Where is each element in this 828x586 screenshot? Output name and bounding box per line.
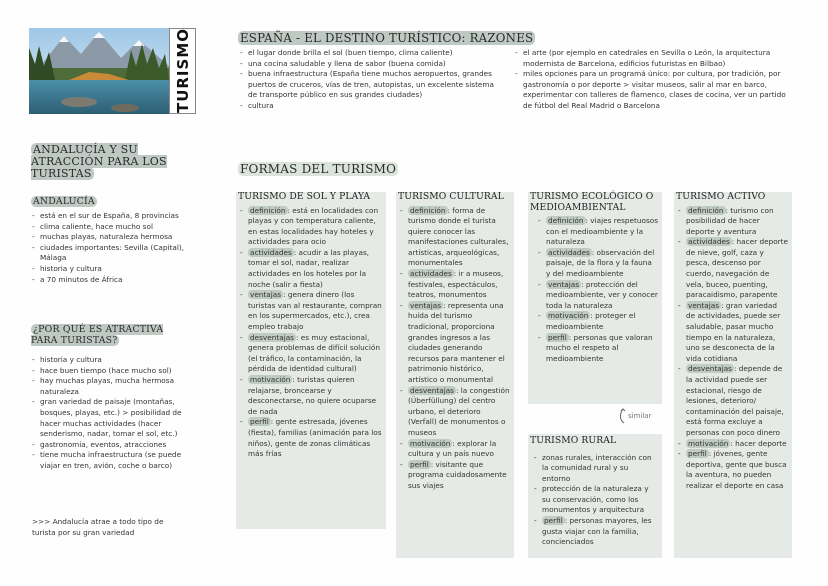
list-item: - desventajas : la congestión (Überfüllung) del centro urbano, el deterioro (Verfall) de monumentos o museos	[400, 386, 510, 439]
list-item: - clima caliente, hace mucho sol	[32, 222, 192, 233]
item-text: protección del medioambiente, ver y conocer toda la naturaleza	[546, 279, 658, 310]
andalucia-subtitle: ANDALUCÍA	[33, 196, 95, 207]
label-ventajas: ventajas	[548, 279, 580, 289]
list-item: - hace buen tiempo (hace mucho sol)	[32, 366, 192, 377]
list-item: - actividades : ir a museos, festivales, espectáculos, teatros, monumentos	[400, 269, 510, 301]
item-text: genera dinero (los turistas van al restaurante, compran en los supermercados, etc.), crea empleo trabajo	[248, 290, 382, 332]
item-text: personas que valoran mucho el respeto al medioambiente	[546, 332, 653, 363]
list-item: - definición : forma de turismo donde el turista quiere conocer las manifestaciones culturales, artísticas, arqueológicas, monumentales	[400, 206, 510, 270]
list-item: - perfil : gente estresada, jóvenes (fiesta), familias (animación para los niños), gente de zonas climáticas más frías	[240, 417, 382, 459]
label-ventajas: ventajas	[250, 290, 282, 300]
item-text: hacer deporte de nieve, golf, caza y pesca, descenso por cuerdo, navegación de vela, buceo, puenting, paracaidismo, parapente	[686, 237, 789, 300]
list-item: - ventajas : gran variedad de actividades, puede ser saludable, pasar mucho tiempo en la naturaleza, uno se desconecta de la vida cotidiana	[678, 301, 788, 365]
why-title: ¿POR QUÉ ES ATRACTIVA PARA TURISTAS?	[31, 324, 164, 346]
list-item: - muchas playas, naturaleza hermosa	[32, 232, 192, 243]
list-item: - actividades : hacer deporte de nieve, golf, caza y pesca, descenso por cuerdo, navegación de vela, buceo, puenting, paracaidismo, parapente	[678, 237, 788, 301]
list-item: - definición : está en localidades con playas y con temperatura caliente, en estas localidades hay hoteles y actividades para ocio	[240, 206, 382, 248]
main-title: ESPAÑA - EL DESTINO TURÍSTICO: RAZONES	[240, 31, 534, 45]
list-item: - el lugar donde brilla el sol (buen tiempo, clima caliente)	[240, 48, 502, 59]
list-item: - desventajas : depende de la actividad puede ser estacional, riesgo de lesiones, deterioro/ contaminación del paisaje, está forma excluye a personas con poco dinero	[678, 364, 788, 438]
label-perfil: perfil	[544, 516, 563, 526]
list-item: - definición : viajes respetuosos con el medioambiente y la naturaleza	[538, 216, 658, 248]
formas-title: FORMAS DEL TURISMO	[240, 162, 397, 176]
list-item: - una cocina saludable y llena de sabor (buena comida)	[240, 59, 502, 70]
list-item: - actividades : acudir a las playas, tomar el sol, nadar, realizar actividades en los hoteles por la noche (salir a fiesta)	[240, 248, 382, 290]
list-item: - a 70 minutos de África	[32, 275, 192, 286]
label-motivacion: motivación	[548, 311, 589, 321]
list-item: - ventajas : representa una huída del turismo tradicional, proporciona grandes ingresos a las ciudades generando recursos para mantener el patrimonio histórico, artístico o monumental	[400, 301, 510, 386]
label-actividades: actividades	[250, 247, 292, 257]
list-item: - ventajas : genera dinero (los turistas van al restaurante, compran en los supermercados, etc.), crea empleo trabajo	[240, 290, 382, 332]
label-definicion: definición	[410, 205, 446, 215]
card-ecologico	[528, 192, 662, 404]
list-item: - historia y cultura	[32, 355, 192, 366]
list-item: - gastronomía, eventos, atracciones	[32, 440, 192, 451]
label-perfil: perfil	[250, 417, 269, 427]
list-item: - perfil : personas mayores, les gusta viajar con la familia, concienciados	[534, 516, 658, 548]
list-item: - historia y cultura	[32, 264, 192, 275]
item-text: está en localidades con playas y con temperatura caliente, en estas localidades hay hoteles y actividades para ocio	[248, 205, 379, 247]
item-text: forma de turismo donde el turista quiere conocer las manifestaciones culturales, artísticas, arqueológicas, monumentales	[408, 205, 509, 268]
list-item: - cultura	[240, 101, 502, 112]
label-definicion: definición	[250, 205, 286, 215]
label-definicion: definición	[688, 205, 724, 215]
item-text: turismo con posibilidad de hacer deporte y aventura	[686, 205, 774, 236]
card-title: TURISMO RURAL	[530, 435, 617, 446]
list-item: - motivación : hacer deporte	[678, 439, 788, 450]
similar-label: similar	[628, 412, 652, 420]
label-desventajas: desventajas	[688, 364, 732, 374]
item-text: observación del paisaje, de la flora y la fauna y del medioambiente	[546, 247, 655, 278]
andalucia-title: ANDALUCÍA Y SU ATRACCIÓN PARA LOS TURISTAS	[31, 143, 167, 180]
list-item: - tiene mucha infraestructura (se puede viajar en tren, avión, coche o barco)	[32, 450, 192, 471]
item-text: ir a museos, festivales, espectáculos, teatros, monumentos	[408, 269, 504, 300]
item-text: personas mayores, les gusta viajar con la familia, concienciados	[542, 516, 652, 547]
similar-note	[618, 408, 651, 424]
card-activo	[674, 192, 792, 558]
card-title: TURISMO CULTURAL	[398, 191, 504, 202]
label-ventajas: ventajas	[410, 300, 442, 310]
list-item: - buena infraestructura (España tiene muchos aeropuertos, grandes puertos de cruceros, vías de tren, autopistas, un excelente sistema de transporte público en sus grandes ciudades)	[240, 69, 502, 101]
item-text: acudir a las playas, tomar el sol, nadar, realizar actividades en los hoteles por la noche (salir a fiesta)	[248, 247, 370, 289]
label-definicion: definición	[548, 216, 584, 225]
curved-arrow-icon	[618, 408, 628, 424]
item-text: proteger el medioambiente	[546, 311, 636, 331]
why-list	[32, 355, 192, 472]
item-text: explorar la cultura y un país nuevo	[408, 438, 497, 459]
item-text: gente estresada, jóvenes (fiesta), familias (animación para los niños), gente de zonas climáticas más frías	[248, 417, 382, 459]
label-desventajas: desventajas	[410, 385, 454, 395]
turismo-label-box	[169, 28, 196, 114]
item-text: turistas quieren relajarse, broncearse y desconectarse, no quiere ocuparse de nada	[248, 375, 377, 416]
item-text: la congestión (Überfüllung) del centro urbano, el deterioro (Verfall) de monumentos o museos	[408, 385, 510, 437]
card-sol-playa	[236, 192, 386, 529]
list-item: - zonas rurales, interacción con la comunidad rural y su entorno	[534, 453, 658, 485]
item-text: visitante que programa cuidadosamente sus viajes	[408, 459, 507, 490]
list-item: - motivación : explorar la cultura y un país nuevo	[400, 439, 510, 460]
item-text: depende de la actividad puede ser estacional, riesgo de lesiones, deterioro/ contaminación del paisaje, está forma excluye a personas con poco dinero	[686, 364, 784, 437]
label-perfil: perfil	[688, 449, 707, 459]
label-motivacion: motivación	[250, 375, 291, 384]
reasons-right-list	[515, 48, 795, 112]
label-perfil: perfil	[548, 332, 567, 342]
list-item: - ventajas : protección del medioambiente, ver y conocer toda la naturaleza	[538, 280, 658, 312]
item-text: hacer deporte	[735, 438, 787, 448]
label-desventajas: desventajas	[250, 332, 294, 342]
card-title: TURISMO ECOLÓGICO O MEDIOAMBIENTAL	[530, 191, 654, 213]
label-perfil: perfil	[410, 459, 429, 469]
label-actividades: actividades	[688, 237, 730, 247]
list-item: - el arte (por ejemplo en catedrales en Sevilla o León, la arquitectura modernista de Barcelona, edificios futuristas en Bilbao)	[515, 48, 795, 69]
list-item: - perfil : personas que valoran mucho el respeto al medioambiente	[538, 333, 658, 365]
andalucia-facts-list	[32, 211, 192, 285]
item-text: gran variedad de actividades, puede ser saludable, pasar mucho tiempo en la naturaleza, uno se desconecta de la vida cotidiana	[686, 300, 781, 363]
item-text: jóvenes, gente deportiva, gente que busca la aventura, no pueden realizar el deporte en casa	[686, 449, 787, 490]
list-item: - ciudades importantes: Sevilla (Capital), Málaga	[32, 243, 192, 264]
label-actividades: actividades	[410, 269, 452, 279]
conclusion: >>> Andalucía atrae a todo tipo de turista por su gran variedad	[32, 517, 164, 537]
list-item: - protección de la naturaleza y su conservación, como los monumentos y arquitectura	[534, 484, 658, 516]
list-item: - hay muchas playas, mucha hermosa naturaleza	[32, 376, 192, 397]
list-item: - definición : turismo con posibilidad de hacer deporte y aventura	[678, 206, 788, 238]
list-item: - motivación : turistas quieren relajarse, broncearse y desconectarse, no quiere ocuparse de nada	[240, 375, 382, 417]
list-item: - desventajas : es muy estacional, genera problemas de difícil solución (el tráfico, la contaminación, la pérdida de identidad cultural)	[240, 333, 382, 375]
list-item: - perfil : visitante que programa cuidadosamente sus viajes	[400, 460, 510, 492]
list-item: - motivación : proteger el medioambiente	[538, 311, 658, 332]
card-title: TURISMO DE SOL Y PLAYA	[238, 191, 371, 202]
item-text: representa una huída del turismo tradicional, proporciona grandes ingresos a las ciudades generando recursos para mantener el patrimonio histórico, artístico o monumental	[408, 300, 505, 384]
label-motivacion: motivación	[688, 438, 729, 448]
card-rural	[528, 434, 662, 558]
item-text: es muy estacional, genera problemas de difícil solución (el tráfico, la contaminación, la pérdida de identidad cultural)	[248, 332, 380, 374]
list-item: - miles opciones para un programá único: por cultura, por tradición, por gastronomía o por deporte > visitar museos, salir al mar en barco, experimentar con talleres de flamenco, clases de cocina, ver un partido de fútbol del Real Madrid o Barcelona	[515, 69, 795, 111]
reasons-left-list	[240, 48, 502, 112]
label-actividades: actividades	[548, 247, 590, 257]
list-item: - perfil : jóvenes, gente deportiva, gente que busca la aventura, no pueden realizar el deporte en casa	[678, 449, 788, 491]
card-cultural	[396, 192, 514, 558]
list-item: - actividades : observación del paisaje, de la flora y la fauna y del medioambiente	[538, 248, 658, 280]
lake-mountain-photo	[29, 28, 169, 114]
card-title: TURISMO ACTIVO	[676, 191, 766, 202]
list-item: - está en el sur de España, 8 provincias	[32, 211, 192, 222]
label-ventajas: ventajas	[688, 300, 720, 310]
item-text: viajes respetuosos con el medioambiente y la naturaleza	[546, 216, 659, 247]
turismo-label: TURISMO	[173, 28, 192, 114]
label-motivacion: motivación	[410, 438, 451, 448]
list-item: - gran variedad de paisaje (montañas, bosques, playas, etc.) > posibilidad de hacer muchas actividades (hacer senderismo, nadar, tomar el sol, etc.)	[32, 397, 192, 439]
